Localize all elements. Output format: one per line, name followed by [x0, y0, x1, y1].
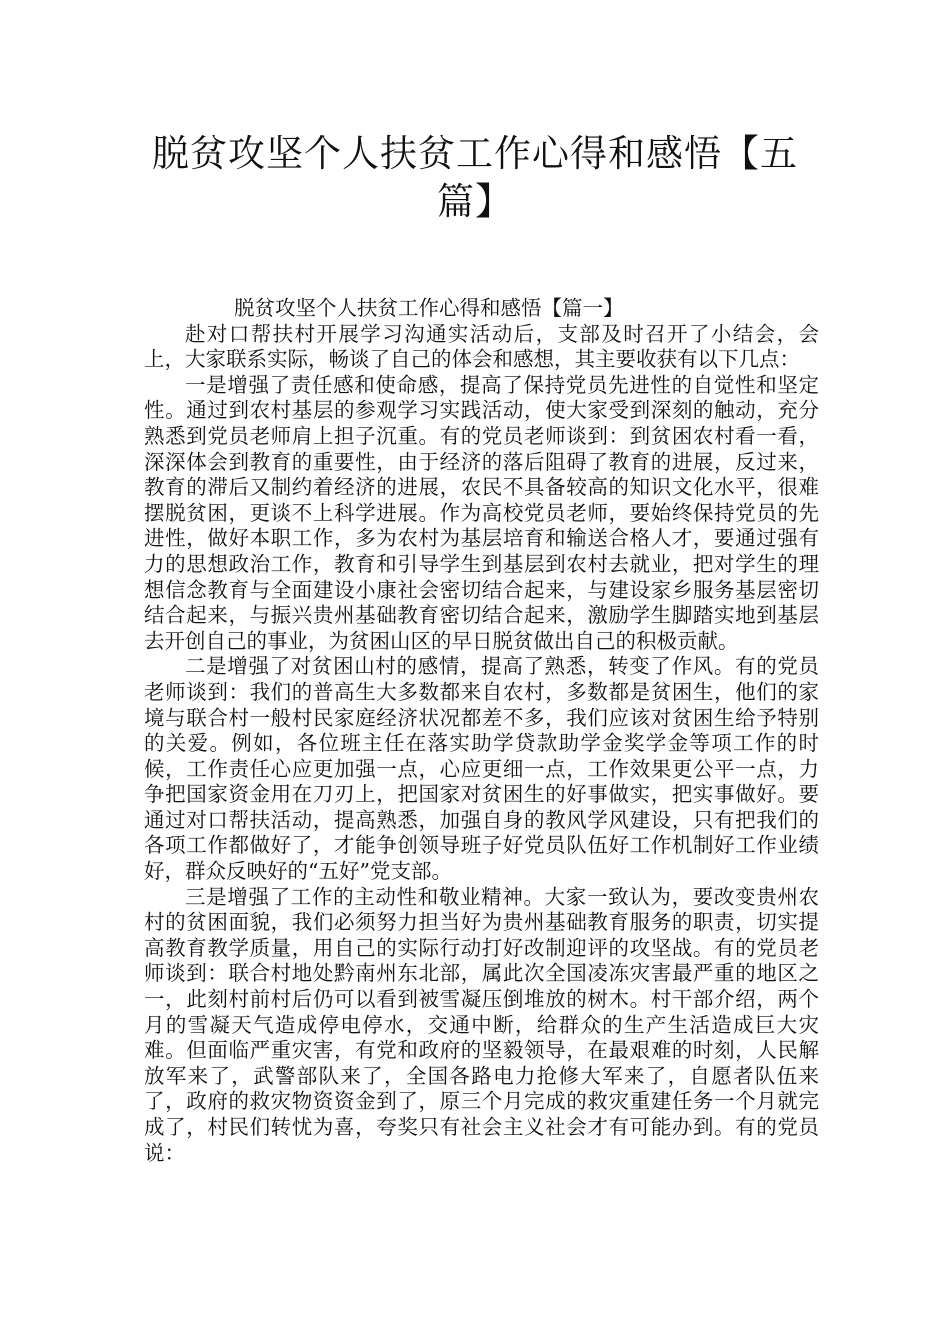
paragraph-point-one: 一是增强了责任感和使命感，提高了保持党员先进性的自觉性和坚定性。通过到农村基层的参观学习实践活动，使大家受到深刻的触动，充分熟悉到党员老师肩上担子沉重。有的党员老师谈到：到贫困农村看一看，深深体会到教育的重要性，由于经济的落后阻碍了教育的进展，反过来，教育的滞后又制约着经济的进展，农民不具备较高的知识文化水平，很难摆脱贫困，更谈不上科学进展。作为高校党员老师，要始终保持党员的先进性，做好本职工作，多为农村为基层培育和输送合格人才，要通过强有力的思想政治工作，教育和引导学生到基层到农村去就业，把对学生的理想信念教育与全面建设小康社会密切结合起来，与建设家乡服务基层密切结合起来，与振兴贵州基础教育密切结合起来，激励学生脚踏实地到基层去开创自己的事业，为贫困山区的早日脱贫做出自己的积极贡献。 — [144, 372, 819, 653]
paragraph-intro: 赴对口帮扶村开展学习沟通实活动后，支部及时召开了小结会，会上，大家联系实际，畅谈了自己的体会和感想，其主要收获有以下几点： — [144, 321, 819, 372]
document-body — [144, 296, 819, 1166]
paragraph-point-three: 三是增强了工作的主动性和敬业精神。大家一致认为，要改变贵州农村的贫困面貌，我们必须努力担当好为贵州基础教育服务的职责，切实提高教育教学质量，用自己的实际行动打好改制迎评的攻坚战。有的党员老师谈到：联合村地处黔南州东北部，属此次全国凌冻灾害最严重的地区之一，此刻村前村后仍可以看到被雪凝压倒堆放的树木。村干部介绍，两个月的雪凝天气造成停电停水，交通中断，给群众的生产生活造成巨大灾难。但面临严重灾害，有党和政府的坚毅领导，在最艰难的时刻，人民解放军来了，武警部队来了，全国各路电力抢修大军来了，自愿者队伍来了，政府的救灾物资资金到了，原三个月完成的救灾重建任务一个月就完成了，村民们转忧为喜，夸奖只有社会主义社会才有可能办到。有的党员说： — [144, 884, 819, 1165]
document-title: 脱贫攻坚个人扶贫工作心得和感悟【五篇】 — [152, 132, 798, 223]
paragraph-point-two: 二是增强了对贫困山村的感情，提高了熟悉，转变了作风。有的党员老师谈到：我们的普高生大多数都来自农村，多数都是贫困生，他们的家境与联合村一般村民家庭经济状况都差不多，我们应该对贫困生给予特别的关爱。例如，各位班主任在落实助学贷款助学金奖学金等项工作的时候，工作责任心应更加强一点，心应更细一点，工作效果更公平一点，力争把国家资金用在刀刃上，把国家对贫困生的好事做实，把实事做好。要通过对口帮扶活动，提高熟悉，加强自身的教风学风建设，只有把我们的各项工作都做好了，才能争创领导班子好党员队伍好工作机制好工作业绩好，群众反映好的“五好”党支部。 — [144, 654, 819, 884]
section-title: 脱贫攻坚个人扶贫工作心得和感悟【篇一】 — [234, 296, 624, 320]
